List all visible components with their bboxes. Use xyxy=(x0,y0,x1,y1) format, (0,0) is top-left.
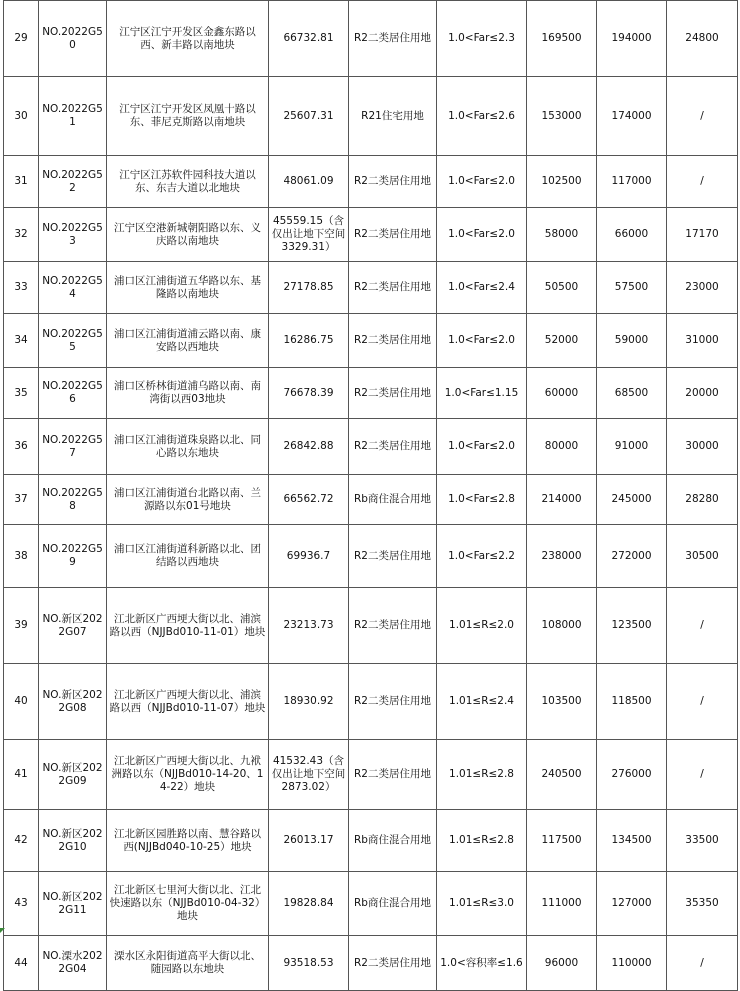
cell-corner-marker xyxy=(0,928,5,933)
parcel-location-cell: 浦口区江浦街道五华路以东、基隆路以南地块 xyxy=(107,262,269,314)
parcel-location-cell: 浦口区桥林街道浦乌路以南、南湾街以西03地块 xyxy=(107,368,269,419)
floor-area-ratio-cell: 1.0<Far≤2.6 xyxy=(437,77,527,156)
value-col9-cell: 30000 xyxy=(667,419,738,475)
value-col7-cell: 58000 xyxy=(527,208,597,262)
floor-area-ratio-cell: 1.0<Far≤2.2 xyxy=(437,525,527,588)
parcel-area-cell: 23213.73 xyxy=(269,588,349,664)
parcel-location-cell: 江北新区园胜路以南、慧谷路以西(NJJBd040-10-25）地块 xyxy=(107,810,269,872)
value-col9-cell: 28280 xyxy=(667,475,738,525)
floor-area-ratio-cell: 1.0<容积率≤1.6 xyxy=(437,936,527,991)
parcel-location-cell: 浦口区江浦街道珠泉路以北、同心路以东地块 xyxy=(107,419,269,475)
table-row xyxy=(4,368,738,419)
parcel-code-cell: NO.2022G51 xyxy=(39,77,107,156)
row-index-cell: 42 xyxy=(4,810,39,872)
parcel-area-cell: 66562.72 xyxy=(269,475,349,525)
floor-area-ratio-cell: 1.0<Far≤2.0 xyxy=(437,156,527,208)
land-use-cell: Rb商住混合用地 xyxy=(349,872,437,936)
table-row xyxy=(4,936,738,991)
parcel-code-cell: NO.2022G56 xyxy=(39,368,107,419)
value-col9-cell: / xyxy=(667,936,738,991)
value-col8-cell: 118500 xyxy=(597,664,667,740)
value-col9-cell: 30500 xyxy=(667,525,738,588)
land-use-cell: R2二类居住用地 xyxy=(349,368,437,419)
parcel-code-cell: NO.新区2022G09 xyxy=(39,740,107,810)
table-row xyxy=(4,1,738,77)
row-index-cell: 40 xyxy=(4,664,39,740)
value-col9-cell: / xyxy=(667,588,738,664)
value-col9-cell: / xyxy=(667,740,738,810)
value-col9-cell: 24800 xyxy=(667,1,738,77)
parcel-code-cell: NO.2022G54 xyxy=(39,262,107,314)
land-use-cell: R2二类居住用地 xyxy=(349,740,437,810)
land-use-cell: R2二类居住用地 xyxy=(349,262,437,314)
parcel-code-cell: NO.新区2022G11 xyxy=(39,872,107,936)
floor-area-ratio-cell: 1.0<Far≤2.0 xyxy=(437,208,527,262)
parcel-area-cell: 41532.43（含仅出让地下空间2873.02） xyxy=(269,740,349,810)
land-use-cell: R2二类居住用地 xyxy=(349,1,437,77)
value-col8-cell: 91000 xyxy=(597,419,667,475)
row-index-cell: 34 xyxy=(4,314,39,368)
value-col7-cell: 60000 xyxy=(527,368,597,419)
parcel-code-cell: NO.新区2022G10 xyxy=(39,810,107,872)
parcel-area-cell: 16286.75 xyxy=(269,314,349,368)
row-index-cell: 30 xyxy=(4,77,39,156)
table-row xyxy=(4,475,738,525)
value-col8-cell: 123500 xyxy=(597,588,667,664)
value-col7-cell: 153000 xyxy=(527,77,597,156)
parcel-code-cell: NO.2022G52 xyxy=(39,156,107,208)
land-use-cell: R2二类居住用地 xyxy=(349,208,437,262)
land-use-cell: R2二类居住用地 xyxy=(349,419,437,475)
row-index-cell: 41 xyxy=(4,740,39,810)
parcel-location-cell: 江北新区广西埂大街以北、九袱洲路以东（NJJBd010-14-20、14-22）地块 xyxy=(107,740,269,810)
parcel-area-cell: 48061.09 xyxy=(269,156,349,208)
land-use-cell: R2二类居住用地 xyxy=(349,664,437,740)
parcel-location-cell: 江宁区江宁开发区金鑫东路以西、新丰路以南地块 xyxy=(107,1,269,77)
parcel-code-cell: NO.2022G59 xyxy=(39,525,107,588)
parcel-area-cell: 18930.92 xyxy=(269,664,349,740)
value-col7-cell: 117500 xyxy=(527,810,597,872)
value-col7-cell: 240500 xyxy=(527,740,597,810)
parcel-code-cell: NO.2022G53 xyxy=(39,208,107,262)
land-parcel-table xyxy=(3,0,738,991)
value-col7-cell: 111000 xyxy=(527,872,597,936)
parcel-area-cell: 69936.7 xyxy=(269,525,349,588)
value-col7-cell: 214000 xyxy=(527,475,597,525)
floor-area-ratio-cell: 1.01≤R≤2.4 xyxy=(437,664,527,740)
parcel-location-cell: 江北新区七里河大街以北、江北快速路以东（NJJBd010-04-32）地块 xyxy=(107,872,269,936)
row-index-cell: 35 xyxy=(4,368,39,419)
parcel-code-cell: NO.2022G55 xyxy=(39,314,107,368)
value-col8-cell: 174000 xyxy=(597,77,667,156)
value-col8-cell: 57500 xyxy=(597,262,667,314)
value-col8-cell: 134500 xyxy=(597,810,667,872)
parcel-code-cell: NO.溧水2022G04 xyxy=(39,936,107,991)
value-col9-cell: 35350 xyxy=(667,872,738,936)
table-row xyxy=(4,419,738,475)
value-col8-cell: 66000 xyxy=(597,208,667,262)
value-col7-cell: 50500 xyxy=(527,262,597,314)
parcel-area-cell: 26842.88 xyxy=(269,419,349,475)
value-col7-cell: 80000 xyxy=(527,419,597,475)
value-col7-cell: 169500 xyxy=(527,1,597,77)
table-row xyxy=(4,156,738,208)
parcel-location-cell: 浦口区江浦街道台北路以南、兰源路以东01号地块 xyxy=(107,475,269,525)
value-col8-cell: 68500 xyxy=(597,368,667,419)
parcel-code-cell: NO.2022G50 xyxy=(39,1,107,77)
row-index-cell: 44 xyxy=(4,936,39,991)
parcel-area-cell: 93518.53 xyxy=(269,936,349,991)
parcel-area-cell: 19828.84 xyxy=(269,872,349,936)
value-col8-cell: 59000 xyxy=(597,314,667,368)
value-col7-cell: 102500 xyxy=(527,156,597,208)
floor-area-ratio-cell: 1.0<Far≤2.4 xyxy=(437,262,527,314)
value-col7-cell: 96000 xyxy=(527,936,597,991)
parcel-code-cell: NO.2022G57 xyxy=(39,419,107,475)
land-use-cell: R2二类居住用地 xyxy=(349,156,437,208)
land-use-cell: Rb商住混合用地 xyxy=(349,475,437,525)
value-col8-cell: 117000 xyxy=(597,156,667,208)
floor-area-ratio-cell: 1.0<Far≤1.15 xyxy=(437,368,527,419)
value-col8-cell: 194000 xyxy=(597,1,667,77)
parcel-location-cell: 江北新区广西埂大街以北、浦滨路以西（NJJBd010-11-01）地块 xyxy=(107,588,269,664)
value-col8-cell: 272000 xyxy=(597,525,667,588)
parcel-area-cell: 27178.85 xyxy=(269,262,349,314)
row-index-cell: 29 xyxy=(4,1,39,77)
row-index-cell: 38 xyxy=(4,525,39,588)
table-row xyxy=(4,664,738,740)
value-col9-cell: 23000 xyxy=(667,262,738,314)
land-use-cell: R21住宅用地 xyxy=(349,77,437,156)
land-use-cell: R2二类居住用地 xyxy=(349,314,437,368)
value-col9-cell: / xyxy=(667,77,738,156)
row-index-cell: 39 xyxy=(4,588,39,664)
land-use-cell: R2二类居住用地 xyxy=(349,936,437,991)
table-row xyxy=(4,77,738,156)
table-row xyxy=(4,740,738,810)
table-row xyxy=(4,872,738,936)
parcel-location-cell: 浦口区江浦街道科新路以北、团结路以西地块 xyxy=(107,525,269,588)
parcel-area-cell: 45559.15（含仅出让地下空间3329.31） xyxy=(269,208,349,262)
parcel-code-cell: NO.2022G58 xyxy=(39,475,107,525)
parcel-location-cell: 江宁区江宁开发区凤凰十路以东、菲尼克斯路以南地块 xyxy=(107,77,269,156)
table-row xyxy=(4,208,738,262)
floor-area-ratio-cell: 1.01≤R≤2.8 xyxy=(437,810,527,872)
table-row xyxy=(4,314,738,368)
table-row xyxy=(4,810,738,872)
table-row xyxy=(4,525,738,588)
value-col9-cell: 17170 xyxy=(667,208,738,262)
value-col8-cell: 276000 xyxy=(597,740,667,810)
parcel-area-cell: 66732.81 xyxy=(269,1,349,77)
row-index-cell: 31 xyxy=(4,156,39,208)
value-col8-cell: 245000 xyxy=(597,475,667,525)
floor-area-ratio-cell: 1.01≤R≤3.0 xyxy=(437,872,527,936)
parcel-location-cell: 江宁区江苏软件园科技大道以东、东吉大道以北地块 xyxy=(107,156,269,208)
floor-area-ratio-cell: 1.0<Far≤2.3 xyxy=(437,1,527,77)
floor-area-ratio-cell: 1.01≤R≤2.0 xyxy=(437,588,527,664)
parcel-location-cell: 溧水区永阳街道高平大街以北、随园路以东地块 xyxy=(107,936,269,991)
value-col7-cell: 52000 xyxy=(527,314,597,368)
row-index-cell: 32 xyxy=(4,208,39,262)
value-col9-cell: 20000 xyxy=(667,368,738,419)
value-col8-cell: 127000 xyxy=(597,872,667,936)
row-index-cell: 37 xyxy=(4,475,39,525)
floor-area-ratio-cell: 1.0<Far≤2.0 xyxy=(437,314,527,368)
land-use-cell: R2二类居住用地 xyxy=(349,588,437,664)
parcel-area-cell: 76678.39 xyxy=(269,368,349,419)
land-use-cell: Rb商住混合用地 xyxy=(349,810,437,872)
floor-area-ratio-cell: 1.01≤R≤2.8 xyxy=(437,740,527,810)
value-col9-cell: / xyxy=(667,156,738,208)
land-use-cell: R2二类居住用地 xyxy=(349,525,437,588)
row-index-cell: 36 xyxy=(4,419,39,475)
floor-area-ratio-cell: 1.0<Far≤2.8 xyxy=(437,475,527,525)
value-col7-cell: 108000 xyxy=(527,588,597,664)
value-col9-cell: 33500 xyxy=(667,810,738,872)
row-index-cell: 43 xyxy=(4,872,39,936)
floor-area-ratio-cell: 1.0<Far≤2.0 xyxy=(437,419,527,475)
parcel-area-cell: 25607.31 xyxy=(269,77,349,156)
table-row xyxy=(4,588,738,664)
value-col7-cell: 238000 xyxy=(527,525,597,588)
value-col9-cell: 31000 xyxy=(667,314,738,368)
parcel-location-cell: 江北新区广西埂大街以北、浦滨路以西（NJJBd010-11-07）地块 xyxy=(107,664,269,740)
value-col8-cell: 110000 xyxy=(597,936,667,991)
parcel-location-cell: 浦口区江浦街道浦云路以南、康安路以西地块 xyxy=(107,314,269,368)
parcel-area-cell: 26013.17 xyxy=(269,810,349,872)
parcel-code-cell: NO.新区2022G07 xyxy=(39,588,107,664)
value-col9-cell: / xyxy=(667,664,738,740)
table-row xyxy=(4,262,738,314)
parcel-location-cell: 江宁区空港新城朝阳路以东、义庆路以南地块 xyxy=(107,208,269,262)
row-index-cell: 33 xyxy=(4,262,39,314)
parcel-code-cell: NO.新区2022G08 xyxy=(39,664,107,740)
value-col7-cell: 103500 xyxy=(527,664,597,740)
